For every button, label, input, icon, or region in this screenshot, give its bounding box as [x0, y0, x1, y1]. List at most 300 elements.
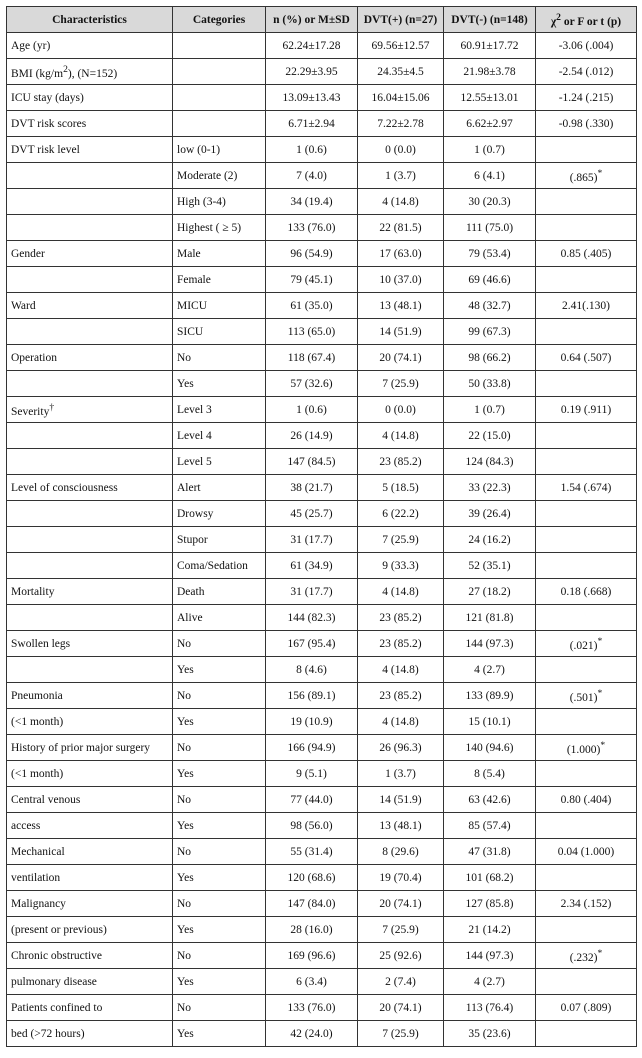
cell-n-percent	[266, 683, 358, 709]
cell-category-text: Female	[177, 273, 211, 286]
cell-dvt-negative-text: 121 (81.8)	[465, 611, 514, 624]
cell-n-percent-text: 34 (19.4)	[290, 195, 333, 208]
cell-dvt-positive-text: 5 (18.5)	[382, 481, 419, 494]
cell-test-statistic	[536, 267, 637, 293]
cell-n-percent-text: 38 (21.7)	[290, 481, 333, 494]
cell-category-text: Moderate (2)	[177, 169, 238, 182]
cell-dvt-negative-text: 98 (66.2)	[468, 351, 511, 364]
cell-dvt-positive	[358, 839, 444, 865]
cell-dvt-negative	[444, 969, 536, 995]
cell-category-text: No	[177, 949, 192, 962]
cell-characteristic	[7, 241, 173, 267]
cell-dvt-negative	[444, 657, 536, 683]
cell-test-statistic	[536, 605, 637, 631]
table-header	[7, 7, 637, 33]
cell-characteristic-text: ventilation	[11, 871, 61, 884]
cell-test-statistic	[536, 215, 637, 241]
cell-dvt-negative	[444, 839, 536, 865]
cell-characteristic	[7, 605, 173, 631]
cell-category-text: SICU	[177, 325, 204, 338]
cell-characteristic-text: Severity	[11, 405, 50, 418]
cell-test-statistic-sup: *	[600, 739, 606, 751]
cell-n-percent	[266, 761, 358, 787]
cell-dvt-positive	[358, 657, 444, 683]
cell-dvt-positive	[358, 813, 444, 839]
cell-test-statistic	[536, 579, 637, 605]
cell-characteristic-text: Patients confined to	[11, 1001, 103, 1014]
cell-n-percent-text: 57 (32.6)	[290, 377, 333, 390]
cell-dvt-positive	[358, 33, 444, 59]
cell-n-percent	[266, 371, 358, 397]
cell-dvt-negative-text: 1 (0.7)	[474, 403, 505, 416]
cell-dvt-positive-text: 7.22±2.78	[377, 117, 424, 130]
cell-dvt-negative-text: 47 (31.8)	[468, 845, 511, 858]
cell-category	[173, 137, 266, 163]
cell-dvt-positive-text: 10 (37.0)	[379, 273, 422, 286]
cell-dvt-negative	[444, 553, 536, 579]
table-row	[7, 683, 637, 709]
cell-characteristic	[7, 995, 173, 1021]
cell-n-percent-text: 98 (56.0)	[290, 819, 333, 832]
cell-characteristic	[7, 917, 173, 943]
cell-dvt-negative	[444, 33, 536, 59]
cell-category-text: No	[177, 793, 192, 806]
cell-n-percent-text: 133 (76.0)	[287, 221, 336, 234]
cell-n-percent-text: 79 (45.1)	[290, 273, 333, 286]
cell-n-percent-text: 166 (94.9)	[287, 741, 336, 754]
cell-category	[173, 839, 266, 865]
cell-characteristic-text: Central venous	[11, 793, 81, 806]
cell-n-percent-text: 120 (68.6)	[287, 871, 336, 884]
cell-test-statistic-text: (1.000)	[566, 743, 601, 756]
header-n: n (%) or M±SD	[266, 7, 358, 33]
cell-characteristic	[7, 969, 173, 995]
cell-dvt-positive	[358, 891, 444, 917]
cell-category-text: Yes	[177, 377, 194, 390]
cell-dvt-negative-text: 1 (0.7)	[474, 143, 505, 156]
cell-characteristic-text: History of prior major surgery	[11, 741, 151, 754]
cell-dvt-positive-text: 13 (48.1)	[379, 299, 422, 312]
cell-n-percent	[266, 865, 358, 891]
cell-characteristic	[7, 501, 173, 527]
cell-category-text: No	[177, 845, 192, 858]
table-row	[7, 813, 637, 839]
cell-n-percent	[266, 111, 358, 137]
cell-dvt-negative	[444, 683, 536, 709]
cell-dvt-positive	[358, 969, 444, 995]
cell-characteristic	[7, 683, 173, 709]
cell-dvt-negative-text: 144 (97.3)	[465, 637, 514, 650]
cell-category-text: low (0-1)	[177, 143, 221, 156]
cell-category-text: Drowsy	[177, 507, 214, 520]
cell-dvt-positive	[358, 787, 444, 813]
cell-n-percent-text: 169 (96.6)	[287, 949, 336, 962]
cell-test-statistic-text: 0.85 (.405)	[560, 247, 612, 260]
table-row	[7, 137, 637, 163]
cell-category-text: Yes	[177, 871, 194, 884]
cell-dvt-negative-text: 69 (46.6)	[468, 273, 511, 286]
cell-n-percent	[266, 813, 358, 839]
cell-dvt-negative-text: 111 (75.0)	[465, 221, 514, 234]
cell-characteristic	[7, 579, 173, 605]
cell-dvt-positive	[358, 943, 444, 969]
cell-n-percent	[266, 319, 358, 345]
cell-dvt-positive	[358, 579, 444, 605]
cell-test-statistic	[536, 709, 637, 735]
cell-n-percent-text: 42 (24.0)	[290, 1027, 333, 1040]
cell-characteristic-text: bed (>72 hours)	[11, 1027, 85, 1040]
cell-dvt-positive	[358, 241, 444, 267]
cell-dvt-negative	[444, 501, 536, 527]
cell-n-percent	[266, 423, 358, 449]
cell-dvt-positive-text: 17 (63.0)	[379, 247, 422, 260]
cell-dvt-negative-text: 15 (10.1)	[468, 715, 511, 728]
table-row	[7, 111, 637, 137]
cell-dvt-negative	[444, 397, 536, 423]
cell-category	[173, 605, 266, 631]
table-row	[7, 397, 637, 423]
table-row	[7, 995, 637, 1021]
cell-dvt-negative-text: 60.91±17.72	[460, 39, 519, 52]
cell-characteristic	[7, 85, 173, 111]
cell-n-percent-text: 6 (3.4)	[296, 975, 327, 988]
cell-category	[173, 59, 266, 85]
cell-category-text: Yes	[177, 663, 194, 676]
cell-n-percent	[266, 345, 358, 371]
cell-category	[173, 527, 266, 553]
cell-dvt-negative	[444, 423, 536, 449]
header-test-label: or F or t (p)	[560, 15, 622, 28]
cell-dvt-positive-text: 19 (70.4)	[379, 871, 422, 884]
header-dvt-negative: DVT(-) (n=148)	[444, 7, 536, 33]
cell-n-percent	[266, 839, 358, 865]
cell-test-statistic-text: -1.24 (.215)	[558, 91, 614, 104]
cell-dvt-negative	[444, 917, 536, 943]
cell-category	[173, 397, 266, 423]
cell-n-percent	[266, 579, 358, 605]
cell-category	[173, 371, 266, 397]
cell-n-percent-text: 6.71±2.94	[288, 117, 335, 130]
cell-test-statistic-sup: *	[597, 947, 603, 959]
cell-characteristic-text: DVT risk scores	[11, 117, 87, 130]
table-row	[7, 59, 637, 85]
cell-category-text: Level 5	[177, 455, 212, 468]
cell-characteristic	[7, 449, 173, 475]
cell-characteristic-text: Operation	[11, 351, 57, 364]
cell-dvt-negative	[444, 137, 536, 163]
cell-test-statistic	[536, 345, 637, 371]
cell-test-statistic-text: -2.54 (.012)	[558, 65, 614, 78]
cell-dvt-negative-text: 124 (84.3)	[465, 455, 514, 468]
cell-dvt-positive	[358, 761, 444, 787]
cell-dvt-positive-text: 4 (14.8)	[382, 663, 419, 676]
cell-test-statistic-text: (.232)	[569, 951, 598, 964]
cell-category-text: No	[177, 1001, 192, 1014]
cell-test-statistic	[536, 553, 637, 579]
table-row	[7, 969, 637, 995]
cell-n-percent	[266, 501, 358, 527]
cell-category-text: Yes	[177, 923, 194, 936]
cell-test-statistic	[536, 865, 637, 891]
cell-dvt-negative-text: 33 (22.3)	[468, 481, 511, 494]
cell-n-percent-text: 167 (95.4)	[287, 637, 336, 650]
cell-n-percent	[266, 605, 358, 631]
cell-n-percent	[266, 33, 358, 59]
cell-dvt-negative-text: 21.98±3.78	[463, 65, 516, 78]
cell-test-statistic	[536, 33, 637, 59]
cell-category	[173, 631, 266, 657]
cell-dvt-positive	[358, 683, 444, 709]
cell-dvt-positive	[358, 163, 444, 189]
table-row	[7, 527, 637, 553]
cell-characteristic-text: ICU stay (days)	[11, 91, 84, 104]
cell-test-statistic	[536, 943, 637, 969]
cell-dvt-positive-text: 20 (74.1)	[379, 351, 422, 364]
table-row	[7, 709, 637, 735]
cell-n-percent-text: 147 (84.5)	[287, 455, 336, 468]
cell-category	[173, 215, 266, 241]
cell-dvt-positive-text: 0 (0.0)	[385, 143, 416, 156]
cell-test-statistic	[536, 371, 637, 397]
cell-dvt-positive	[358, 475, 444, 501]
cell-n-percent	[266, 657, 358, 683]
cell-category-text: Yes	[177, 1027, 194, 1040]
cell-characteristic-text: Malignancy	[11, 897, 66, 910]
cell-dvt-positive-text: 2 (7.4)	[385, 975, 416, 988]
cell-n-percent-text: 1 (0.6)	[296, 143, 327, 156]
cell-category-text: No	[177, 351, 192, 364]
cell-test-statistic-text: 0.07 (.809)	[560, 1001, 612, 1014]
cell-dvt-negative	[444, 449, 536, 475]
cell-dvt-negative	[444, 475, 536, 501]
cell-test-statistic	[536, 891, 637, 917]
cell-n-percent-text: 22.29±3.95	[285, 65, 338, 78]
cell-dvt-negative-text: 8 (5.4)	[474, 767, 505, 780]
cell-n-percent-text: 55 (31.4)	[290, 845, 333, 858]
cell-dvt-positive-text: 23 (85.2)	[379, 689, 422, 702]
table-row	[7, 215, 637, 241]
table-row	[7, 891, 637, 917]
cell-n-percent-text: 31 (17.7)	[290, 585, 333, 598]
table-row	[7, 319, 637, 345]
cell-category	[173, 917, 266, 943]
cell-n-percent	[266, 85, 358, 111]
cell-dvt-positive-text: 4 (14.8)	[382, 585, 419, 598]
cell-dvt-positive-text: 7 (25.9)	[382, 533, 419, 546]
cell-category-text: Stupor	[177, 533, 208, 546]
cell-characteristic	[7, 163, 173, 189]
cell-dvt-negative	[444, 371, 536, 397]
cell-dvt-positive-text: 8 (29.6)	[382, 845, 419, 858]
cell-test-statistic	[536, 423, 637, 449]
cell-dvt-positive	[358, 397, 444, 423]
cell-characteristic-text: Pneumonia	[11, 689, 63, 702]
cell-dvt-positive	[358, 917, 444, 943]
header-characteristics: Characteristics	[7, 7, 173, 33]
cell-category-text: Death	[177, 585, 205, 598]
cell-category-text: Yes	[177, 767, 194, 780]
cell-dvt-positive	[358, 865, 444, 891]
cell-dvt-positive-text: 23 (85.2)	[379, 455, 422, 468]
cell-n-percent	[266, 267, 358, 293]
cell-category-text: MICU	[177, 299, 208, 312]
cell-characteristic-text: (<1 month)	[11, 715, 64, 728]
cell-dvt-positive-text: 4 (14.8)	[382, 195, 419, 208]
table-row	[7, 631, 637, 657]
cell-dvt-positive	[358, 215, 444, 241]
cell-category-text: High (3-4)	[177, 195, 226, 208]
table-row	[7, 657, 637, 683]
cell-dvt-negative	[444, 995, 536, 1021]
cell-dvt-positive-text: 22 (81.5)	[379, 221, 422, 234]
cell-dvt-negative	[444, 163, 536, 189]
cell-test-statistic	[536, 293, 637, 319]
cell-dvt-positive	[358, 423, 444, 449]
cell-n-percent	[266, 943, 358, 969]
cell-test-statistic	[536, 917, 637, 943]
cell-dvt-positive-text: 16.04±15.06	[371, 91, 430, 104]
cell-dvt-positive-text: 7 (25.9)	[382, 377, 419, 390]
cell-test-statistic	[536, 59, 637, 85]
cell-dvt-negative	[444, 891, 536, 917]
cell-category	[173, 33, 266, 59]
cell-dvt-negative	[444, 527, 536, 553]
cell-dvt-positive-text: 7 (25.9)	[382, 1027, 419, 1040]
cell-characteristic	[7, 631, 173, 657]
cell-characteristic	[7, 189, 173, 215]
cell-category-text: No	[177, 637, 192, 650]
cell-n-percent	[266, 995, 358, 1021]
cell-n-percent-text: 7 (4.0)	[296, 169, 327, 182]
cell-characteristic	[7, 813, 173, 839]
table-row	[7, 735, 637, 761]
cell-n-percent-text: 31 (17.7)	[290, 533, 333, 546]
cell-test-statistic	[536, 163, 637, 189]
cell-dvt-positive	[358, 995, 444, 1021]
cell-n-percent	[266, 215, 358, 241]
cell-dvt-negative	[444, 605, 536, 631]
cell-dvt-negative	[444, 59, 536, 85]
cell-category-text: Yes	[177, 975, 194, 988]
cell-category	[173, 163, 266, 189]
cell-category	[173, 943, 266, 969]
cell-dvt-positive	[358, 449, 444, 475]
cell-category	[173, 475, 266, 501]
cell-characteristic	[7, 735, 173, 761]
cell-dvt-positive	[358, 1021, 444, 1047]
cell-dvt-negative-text: 50 (33.8)	[468, 377, 511, 390]
cell-dvt-positive	[358, 319, 444, 345]
cell-test-statistic	[536, 969, 637, 995]
cell-dvt-positive-text: 14 (51.9)	[379, 325, 422, 338]
header-dvt-positive: DVT(+) (n=27)	[358, 7, 444, 33]
cell-test-statistic	[536, 683, 637, 709]
header-test-sup: 2	[556, 11, 561, 23]
cell-n-percent	[266, 787, 358, 813]
table-row	[7, 371, 637, 397]
cell-dvt-negative-text: 63 (42.6)	[468, 793, 511, 806]
cell-test-statistic	[536, 475, 637, 501]
cell-dvt-positive	[358, 345, 444, 371]
cell-category	[173, 865, 266, 891]
cell-dvt-positive	[358, 631, 444, 657]
cell-dvt-negative	[444, 943, 536, 969]
cell-dvt-positive-text: 26 (96.3)	[379, 741, 422, 754]
cell-test-statistic-sup: *	[597, 167, 603, 179]
cell-category-text: Coma/Sedation	[177, 559, 248, 572]
cell-category-text: Alive	[177, 611, 203, 624]
cell-n-percent-text: 96 (54.9)	[290, 247, 333, 260]
cell-category	[173, 241, 266, 267]
cell-n-percent	[266, 189, 358, 215]
cell-dvt-negative-text: 133 (89.9)	[465, 689, 514, 702]
table-row	[7, 553, 637, 579]
cell-dvt-positive	[358, 111, 444, 137]
cell-characteristic-text: Gender	[11, 247, 45, 260]
cell-dvt-positive-text: 7 (25.9)	[382, 923, 419, 936]
cell-category	[173, 111, 266, 137]
cell-characteristic	[7, 527, 173, 553]
cell-characteristic	[7, 787, 173, 813]
cell-dvt-negative-text: 101 (68.2)	[465, 871, 514, 884]
cell-characteristic-text: Age (yr)	[11, 39, 51, 52]
cell-characteristic-sup: †	[49, 401, 55, 413]
cell-n-percent-text: 77 (44.0)	[290, 793, 333, 806]
cell-characteristic	[7, 839, 173, 865]
cell-n-percent-text: 19 (10.9)	[290, 715, 333, 728]
cell-characteristic	[7, 553, 173, 579]
cell-n-percent	[266, 59, 358, 85]
cell-dvt-positive-text: 24.35±4.5	[377, 65, 424, 78]
table-row	[7, 501, 637, 527]
cell-dvt-negative	[444, 189, 536, 215]
cell-characteristic	[7, 943, 173, 969]
cell-category	[173, 1021, 266, 1047]
cell-dvt-positive-text: 25 (92.6)	[379, 949, 422, 962]
cell-dvt-negative	[444, 735, 536, 761]
cell-test-statistic	[536, 813, 637, 839]
cell-category-text: Yes	[177, 715, 194, 728]
cell-category	[173, 267, 266, 293]
cell-dvt-positive	[358, 527, 444, 553]
table-row	[7, 423, 637, 449]
cell-dvt-negative	[444, 85, 536, 111]
cell-category	[173, 501, 266, 527]
cell-n-percent-text: 61 (35.0)	[290, 299, 333, 312]
cell-category-text: Yes	[177, 819, 194, 832]
cell-dvt-negative-text: 27 (18.2)	[468, 585, 511, 598]
characteristics-table	[6, 6, 637, 1047]
cell-test-statistic	[536, 449, 637, 475]
cell-characteristic	[7, 137, 173, 163]
cell-characteristic-text: access	[11, 819, 41, 832]
cell-dvt-positive-text: 4 (14.8)	[382, 429, 419, 442]
cell-dvt-positive-text: 4 (14.8)	[382, 715, 419, 728]
header-categories: Categories	[173, 7, 266, 33]
cell-n-percent-text: 8 (4.6)	[296, 663, 327, 676]
cell-n-percent-text: 156 (89.1)	[287, 689, 336, 702]
cell-test-statistic	[536, 839, 637, 865]
cell-test-statistic	[536, 137, 637, 163]
cell-category	[173, 995, 266, 1021]
cell-dvt-positive	[358, 293, 444, 319]
cell-dvt-positive	[358, 553, 444, 579]
cell-category	[173, 579, 266, 605]
table-row	[7, 345, 637, 371]
cell-dvt-negative-text: 30 (20.3)	[468, 195, 511, 208]
cell-test-statistic-text: -3.06 (.004)	[558, 39, 614, 52]
table-row	[7, 761, 637, 787]
